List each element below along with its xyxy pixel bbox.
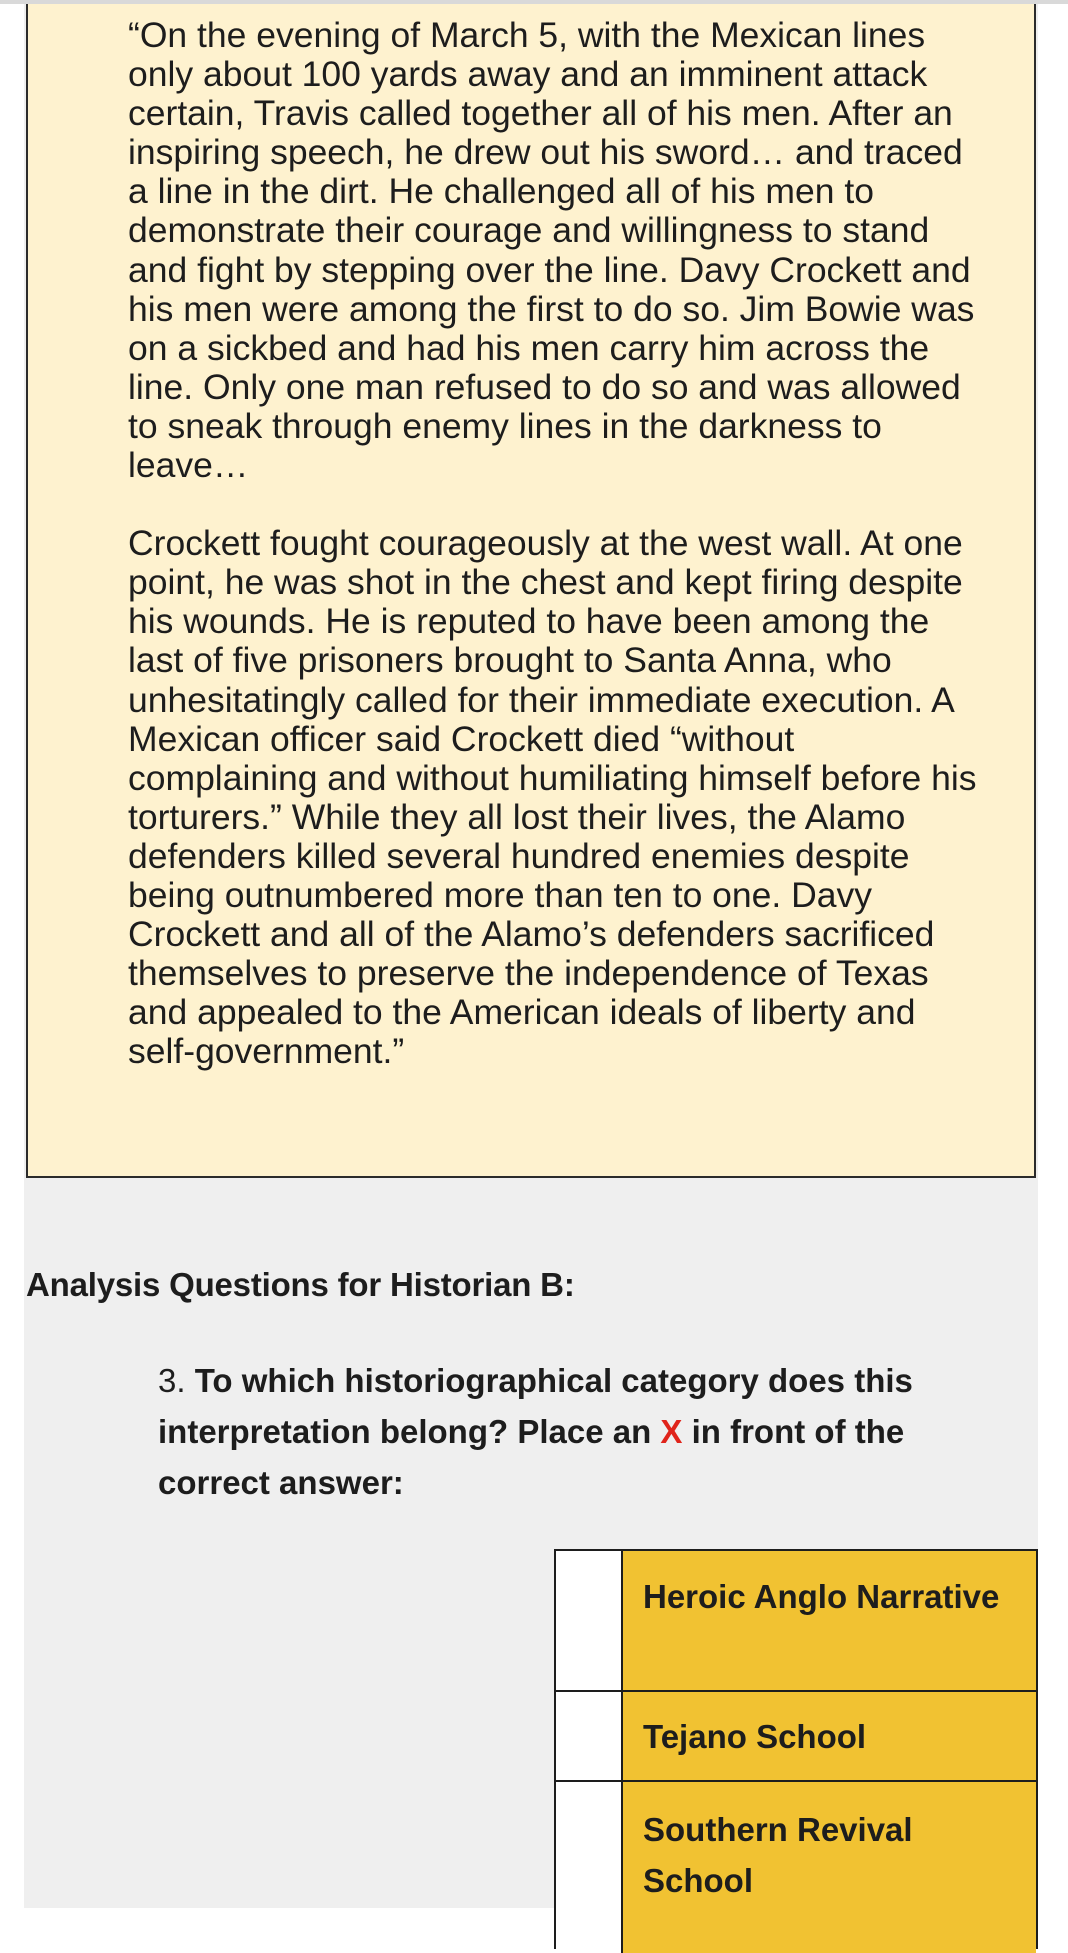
- answer-label-tejano: Tejano School: [623, 1692, 1036, 1780]
- answer-row-southern-revival: [556, 1782, 1036, 1953]
- question-text-after: in front of the correct answer:: [158, 1413, 905, 1501]
- question-3: [158, 1355, 998, 1508]
- answer-checkbox-southern-revival[interactable]: [556, 1782, 623, 1953]
- quote-paragraph-1: “On the evening of March 5, with the Mexican lines only about 100 yards away and an imminent attack certain, Travis called together all of his men. After an inspiring speech, he drew out his sword… and traced a line in the dirt. He challenged all of his men to demonstrate their courage and willingness to stand and fight by stepping over the line. Davy Crockett and his men were among the first to do so. Jim Bowie was on a sickbed and had his men carry him across the line. Only one man refused to do so and was allowed to sneak through enemy lines in the darkness to leave…: [128, 15, 975, 486]
- answer-checkbox-heroic-anglo[interactable]: [556, 1551, 623, 1690]
- answer-label-heroic-anglo: Heroic Anglo Narrative: [623, 1551, 1036, 1690]
- question-number: 3.: [158, 1362, 186, 1399]
- question-text-before: To which historiographical category does this interpretation belong? Place an: [158, 1362, 913, 1450]
- answer-checkbox-tejano[interactable]: [556, 1692, 623, 1780]
- answer-row-heroic-anglo: [556, 1551, 1036, 1692]
- historian-quote: [128, 16, 988, 1071]
- answer-row-tejano: [556, 1692, 1036, 1782]
- quote-paragraph-2: Crockett fought courageously at the west wall. At one point, he was shot in the chest and kept firing despite his wounds. He is reputed to have been among the last of five prisoners brought to Santa Anna, who unhesitatingly called for their immediate execution. A Mexican officer said Crockett died “without complaining and without humiliating himself before his torturers.” While they all lost their lives, the Alamo defenders killed several hundred enemies despite being outnumbered more than ten to one. Davy Crockett and all of the Alamo’s defenders sacrificed themselves to preserve the independence of Texas and appealed to the American ideals of liberty and self-government.”: [128, 523, 977, 1072]
- answer-table: [554, 1549, 1038, 1949]
- section-heading: Analysis Questions for Historian B:: [26, 1266, 575, 1303]
- x-marker: X: [660, 1413, 683, 1450]
- answer-label-southern-revival: Southern Revival School: [623, 1782, 1036, 1953]
